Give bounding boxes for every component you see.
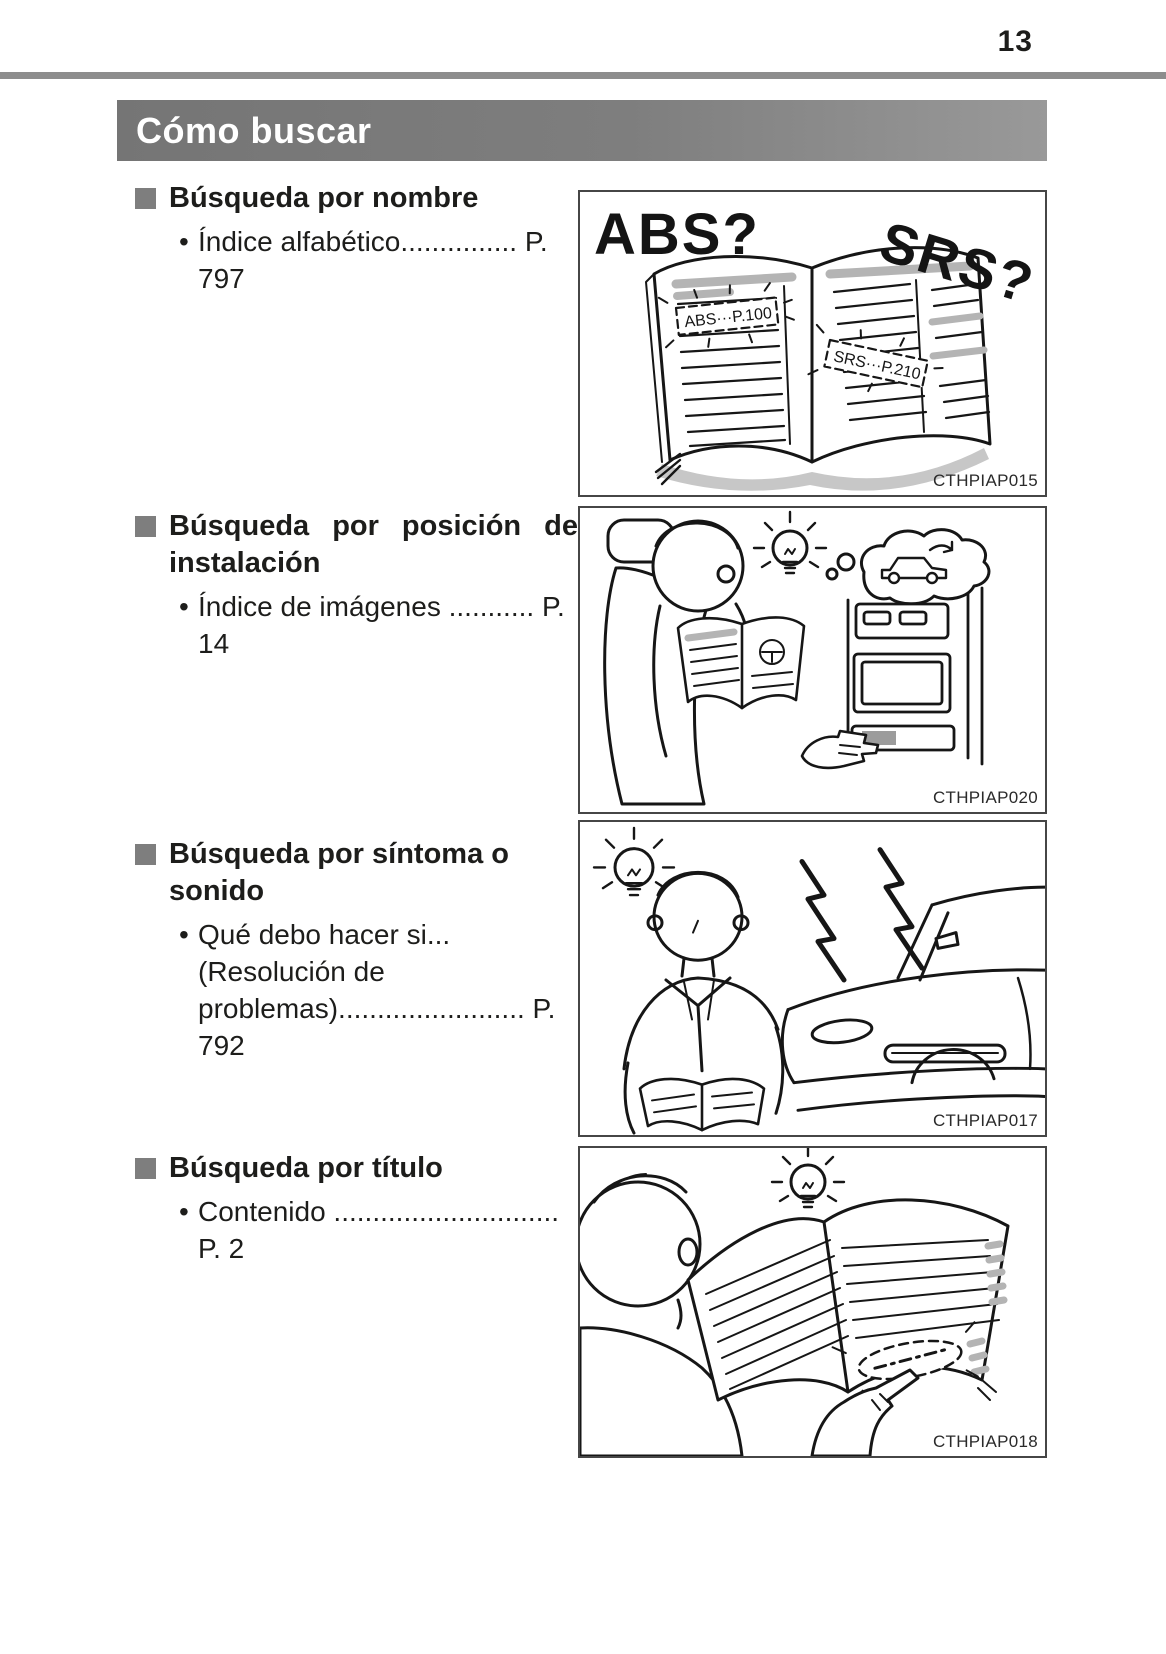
open-manual xyxy=(678,617,804,708)
open-book-illustration xyxy=(580,192,1045,495)
section-heading-line-1: Búsqueda por posición de xyxy=(169,510,578,542)
open-manual xyxy=(640,1079,764,1130)
pointing-hand xyxy=(802,731,878,768)
dashboard xyxy=(848,588,982,764)
figure-alphabetical-index xyxy=(578,190,1047,497)
section-heading-text: Búsqueda por título xyxy=(169,1152,443,1184)
list-item xyxy=(135,916,578,1064)
figure-installation-position xyxy=(578,506,1047,814)
figure-symptom-or-sound xyxy=(578,820,1047,1137)
list-item-line-2: (Resolución de xyxy=(198,956,385,987)
section-busqueda-por-posicion xyxy=(135,508,578,662)
highlight-tag-abs: ABS···P.100 xyxy=(683,305,773,332)
list-item-line-3: problemas)........................ P. 792 xyxy=(198,993,556,1061)
list-bullet: • xyxy=(179,1196,189,1227)
list-item xyxy=(135,223,578,297)
list-item xyxy=(135,588,578,662)
abs-question-label: ABS? xyxy=(594,202,760,267)
figure-caption: CTHPIAP015 xyxy=(932,471,1038,490)
page-number: 13 xyxy=(997,25,1033,58)
troubleshooting-illustration xyxy=(580,822,1045,1135)
section-heading-text: Búsqueda por nombre xyxy=(169,182,479,214)
person-head xyxy=(654,873,742,960)
chapter-title: Cómo buscar xyxy=(136,109,372,151)
car-interior-illustration xyxy=(580,508,1045,812)
section-heading xyxy=(135,836,578,910)
section-heading-text: Búsqueda por síntoma o sonido xyxy=(169,838,509,907)
section-heading-line-2: instalación xyxy=(169,547,321,579)
list-bullet: • xyxy=(179,591,189,622)
list-item-text: Índice alfabético............... P. 797 xyxy=(198,226,548,294)
light-bulb-icon xyxy=(772,1148,844,1207)
header-rule xyxy=(0,72,1166,79)
chapter-title-bar xyxy=(117,100,1047,161)
light-bulb-icon xyxy=(754,512,826,573)
section-heading xyxy=(135,508,578,582)
figure-caption: CTHPIAP020 xyxy=(932,788,1038,807)
list-item-text: Contenido ............................. P. 2 xyxy=(198,1196,560,1264)
highlight-tag-srs: SRS···P.210 xyxy=(831,348,923,384)
srs-question-label: SRS? xyxy=(873,209,1042,316)
list-item-text: Índice de imágenes ........... P. 14 xyxy=(198,591,565,659)
square-bullet-icon xyxy=(135,516,156,537)
list-item xyxy=(135,1193,578,1267)
figure-caption: CTHPIAP017 xyxy=(932,1111,1038,1130)
section-busqueda-por-nombre xyxy=(135,180,578,297)
square-bullet-icon xyxy=(135,844,156,865)
square-bullet-icon xyxy=(135,1158,156,1179)
square-bullet-icon xyxy=(135,188,156,209)
lightning-bolt-icon xyxy=(880,850,922,968)
list-item-line-1: Qué debo hacer si... xyxy=(198,919,451,950)
section-busqueda-por-titulo xyxy=(135,1150,578,1267)
list-bullet: • xyxy=(179,919,189,950)
list-bullet: • xyxy=(179,226,189,257)
lightning-bolt-icon xyxy=(802,861,844,979)
reading-book-illustration xyxy=(580,1148,1045,1456)
section-heading xyxy=(135,180,578,217)
section-busqueda-por-sintoma xyxy=(135,836,578,1064)
section-heading xyxy=(135,1150,578,1187)
figure-search-by-title xyxy=(578,1146,1047,1458)
light-bulb-icon xyxy=(594,828,674,895)
figure-caption: CTHPIAP018 xyxy=(932,1432,1038,1451)
